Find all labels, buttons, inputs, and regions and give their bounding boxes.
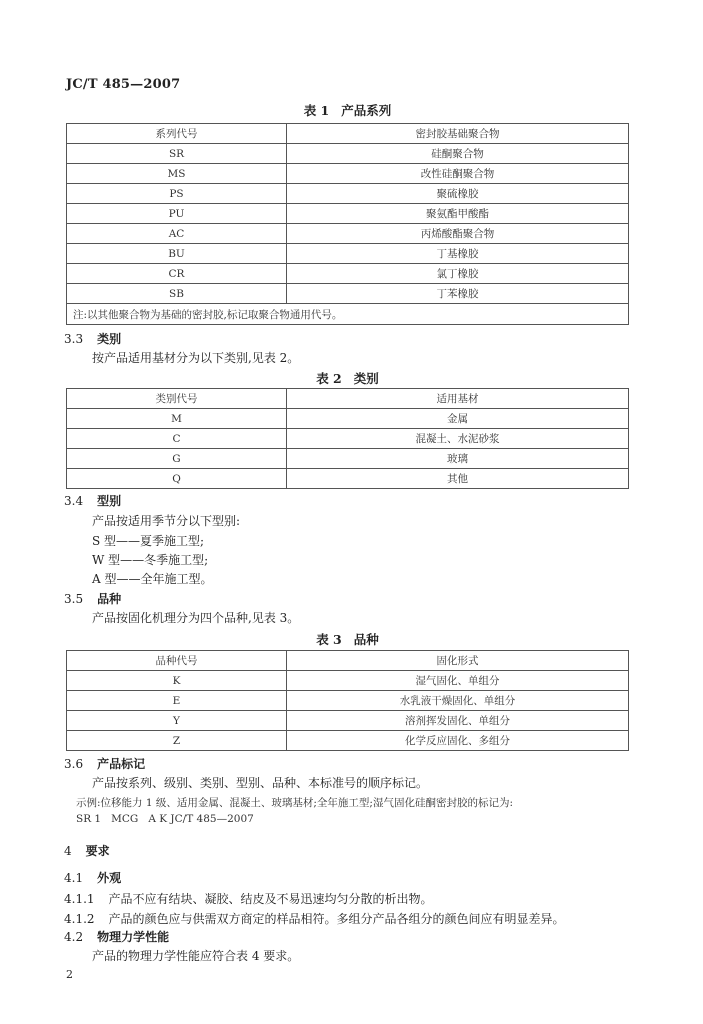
standard-header: JC/T 485—2007 [66, 77, 181, 92]
table-row [67, 429, 629, 449]
table3 [66, 650, 629, 751]
table-cell: G [67, 449, 287, 469]
table-row [67, 409, 629, 429]
table-cell: CR [67, 264, 287, 284]
table-row [67, 164, 629, 184]
table-cell: 溶剂挥发固化、单组分 [287, 711, 629, 731]
section-title: 外观 [97, 871, 122, 885]
table3-header-cell: 品种代号 [67, 651, 287, 671]
table1-caption [66, 101, 629, 119]
clause-number: 4.1.1 [64, 892, 95, 906]
section-title: 型别 [97, 494, 122, 508]
table3-header-row [67, 651, 629, 671]
table-row [67, 711, 629, 731]
section-4-2-heading [64, 928, 169, 945]
table-row [67, 184, 629, 204]
table-row [67, 449, 629, 469]
table-row [67, 671, 629, 691]
table-cell: 玻璃 [287, 449, 629, 469]
section-3-3-text: 按产品适用基材分为以下类别,见表 2。 [92, 351, 300, 365]
table-row [67, 731, 629, 751]
table-row [67, 264, 629, 284]
section-number: 3.5 [64, 592, 84, 606]
section-4-heading [64, 842, 110, 859]
section-title: 要求 [85, 844, 110, 858]
table-cell: PS [67, 184, 287, 204]
table-row [67, 244, 629, 264]
table1-header-row [67, 124, 629, 144]
table-cell: C [67, 429, 287, 449]
table3-caption [66, 630, 629, 648]
table2-title: 类别 [353, 371, 379, 386]
table2-header-cell: 类别代号 [67, 389, 287, 409]
section-number: 3.4 [64, 494, 84, 508]
table-cell: 金属 [287, 409, 629, 429]
table-row [67, 469, 629, 489]
section-number: 4 [64, 844, 72, 858]
table3-title: 品种 [353, 632, 379, 647]
table-cell: 水乳液干燥固化、单组分 [287, 691, 629, 711]
table-cell: 湿气固化、单组分 [287, 671, 629, 691]
table-cell: PU [67, 204, 287, 224]
section-3-4-line: A 型——全年施工型。 [92, 572, 213, 586]
section-4-1-heading [64, 869, 121, 886]
table1-number: 表 1 [303, 103, 330, 118]
section-number: 4.1 [64, 871, 84, 885]
section-number: 3.3 [64, 332, 84, 346]
table2-header-cell: 适用基材 [287, 389, 629, 409]
section-4-1-1 [64, 890, 433, 907]
section-3-4-heading [64, 492, 121, 509]
section-3-5-heading [64, 590, 121, 607]
table-cell: Y [67, 711, 287, 731]
section-4-1-2 [64, 910, 565, 927]
table2 [66, 388, 629, 489]
table-cell: BU [67, 244, 287, 264]
table-row [67, 204, 629, 224]
table-cell: Z [67, 731, 287, 751]
table-row [67, 691, 629, 711]
table-cell: SB [67, 284, 287, 304]
table-cell: 丙烯酸酯聚合物 [287, 224, 629, 244]
clause-text: 产品的颜色应与供需双方商定的样品相符。多组分产品各组分的颜色间应有明显差异。 [108, 912, 565, 926]
table2-number: 表 2 [316, 371, 342, 386]
table-cell: 聚氨酯甲酸酯 [287, 204, 629, 224]
table1-title: 产品系列 [341, 103, 392, 118]
table-cell: 改性硅酮聚合物 [287, 164, 629, 184]
clause-number: 4.1.2 [64, 912, 95, 926]
table-row [67, 224, 629, 244]
section-4-2-text: 产品的物理力学性能应符合表 4 要求。 [92, 949, 300, 963]
section-3-4-line: W 型——冬季施工型; [92, 553, 209, 567]
table2-caption [66, 369, 629, 387]
section-number: 3.6 [64, 757, 84, 771]
table1-note: 注:以其他聚合物为基础的密封胶,标记取聚合物通用代号。 [67, 304, 629, 325]
table3-number: 表 3 [316, 632, 342, 647]
table-cell: SR [67, 144, 287, 164]
table1-note-row [67, 304, 629, 325]
table-cell: 混凝土、水泥砂浆 [287, 429, 629, 449]
table-cell: AC [67, 224, 287, 244]
table-cell: M [67, 409, 287, 429]
section-title: 品种 [97, 592, 122, 606]
table-cell: 硅酮聚合物 [287, 144, 629, 164]
marking-example: 示例:位移能力 1 级、适用金属、混凝土、玻璃基材;全年施工型;湿气固化硅酮密封胶的标记为: [76, 797, 514, 809]
table-cell: 聚硫橡胶 [287, 184, 629, 204]
section-3-4-line: 产品按适用季节分以下型别: [92, 514, 241, 528]
marking-example-code: SR 1 MCG A K JC/T 485—2007 [76, 813, 254, 825]
section-3-3-heading [64, 330, 121, 347]
table1-header-cell: 系列代号 [67, 124, 287, 144]
section-title: 类别 [97, 332, 122, 346]
table-row [67, 144, 629, 164]
section-3-4-line: S 型——夏季施工型; [92, 534, 205, 548]
section-3-5-text: 产品按固化机理分为四个品种,见表 3。 [92, 611, 300, 625]
table-cell: 丁苯橡胶 [287, 284, 629, 304]
table3-header-cell: 固化形式 [287, 651, 629, 671]
section-title: 物理力学性能 [97, 930, 170, 944]
table-cell: Q [67, 469, 287, 489]
page-number: 2 [66, 968, 73, 981]
table2-header-row [67, 389, 629, 409]
table-cell: 其他 [287, 469, 629, 489]
table1 [66, 123, 629, 325]
section-number: 4.2 [64, 930, 84, 944]
table-cell: 丁基橡胶 [287, 244, 629, 264]
table-cell: 氯丁橡胶 [287, 264, 629, 284]
table-cell: E [67, 691, 287, 711]
table-row [67, 284, 629, 304]
section-3-6-text: 产品按系列、级别、类别、型别、品种、本标准号的顺序标记。 [92, 776, 429, 790]
table-cell: K [67, 671, 287, 691]
table1-header-cell: 密封胶基础聚合物 [287, 124, 629, 144]
section-title: 产品标记 [97, 757, 146, 771]
table-cell: MS [67, 164, 287, 184]
clause-text: 产品不应有结块、凝胶、结皮及不易迅速均匀分散的析出物。 [108, 892, 433, 906]
table-cell: 化学反应固化、多组分 [287, 731, 629, 751]
section-3-6-heading [64, 755, 145, 772]
